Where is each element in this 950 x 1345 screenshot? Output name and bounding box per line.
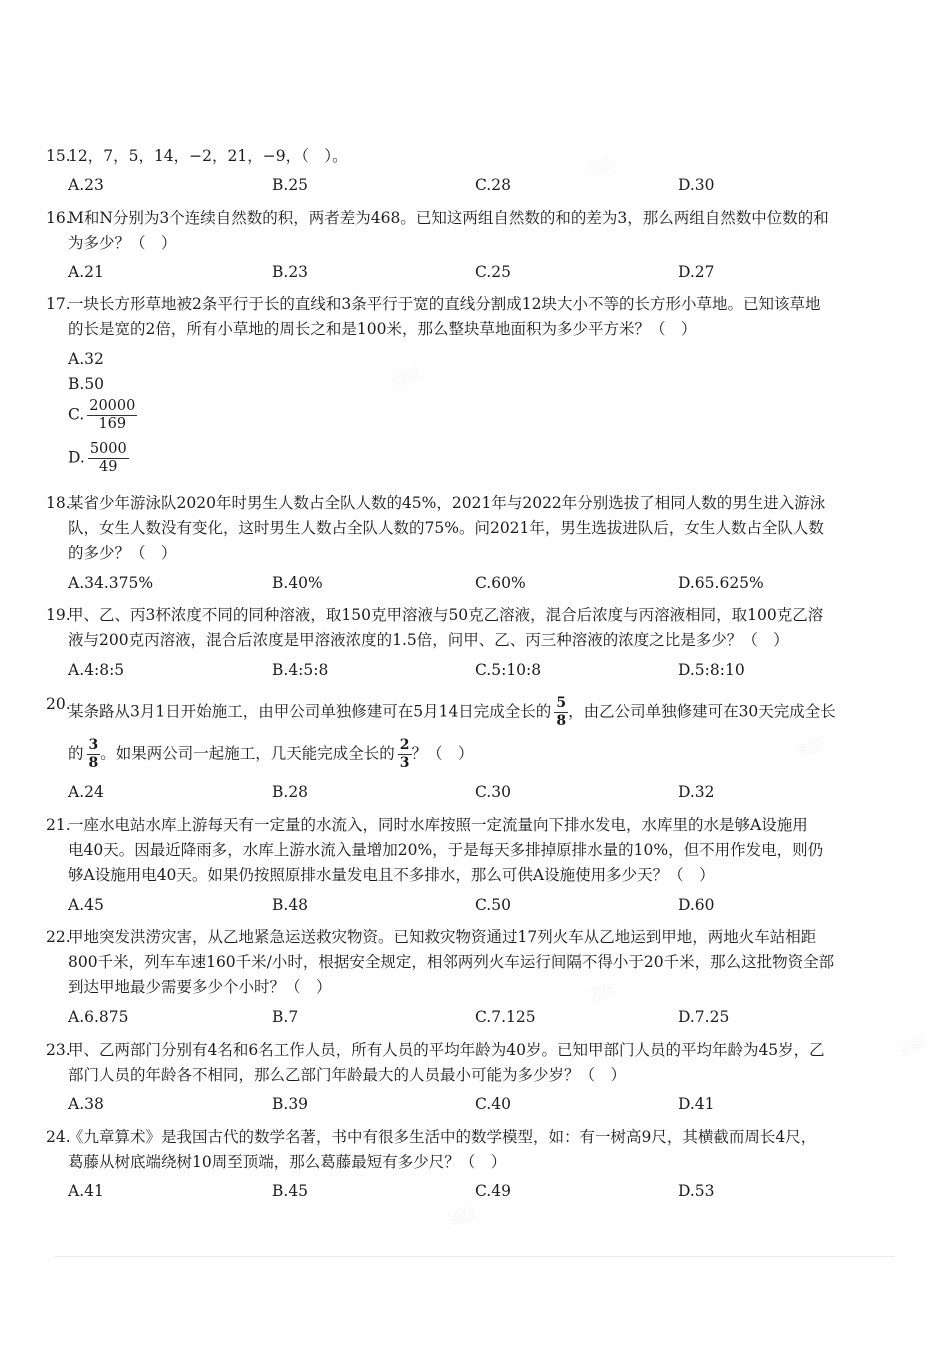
option-d[interactable]: D.41 xyxy=(678,1095,715,1113)
watermark: ░░░ xyxy=(588,980,617,1003)
option-b[interactable]: B.25 xyxy=(272,176,309,194)
question-text-line: 甲地突发洪涝灾害，从乙地紧急运送救灾物资。已知救灾物资通过17列火车从乙地运到甲地，两地火车站相距 xyxy=(68,928,817,946)
options-24 xyxy=(68,1182,868,1206)
option-label: C. xyxy=(68,405,85,424)
question-text: 的 xyxy=(68,744,84,763)
question-text-line xyxy=(68,737,898,772)
question-number: 19. xyxy=(46,606,71,624)
fraction-numerator: 20000 xyxy=(89,398,136,414)
options-18 xyxy=(68,574,868,598)
question-number: 22. xyxy=(46,928,71,946)
option-b[interactable]: B.40% xyxy=(272,574,323,592)
question-text-line: 液与200克丙溶液，混合后浓度是甲溶液浓度的1.5倍，问甲、乙、丙三种溶液的浓度之比是多少？（ ） xyxy=(68,631,789,649)
option-c[interactable]: C.50 xyxy=(475,896,511,914)
option-b[interactable]: B.50 xyxy=(68,375,105,393)
question-text-line: 够A设施用电40天。如果仍按照原排水量发电且不多排水，那么可供A设施使用多少天？（ ） xyxy=(68,866,715,884)
option-b[interactable]: B.39 xyxy=(272,1095,309,1113)
options-15 xyxy=(68,176,868,200)
option-d[interactable]: D.32 xyxy=(678,783,715,801)
question-number: 20. xyxy=(46,695,71,713)
question-15 xyxy=(46,144,888,169)
question-text-line: 的长是宽的2倍，所有小草地的周长之和是100米，那么整块草地面积为多少平方米？（ ） xyxy=(68,320,697,338)
option-label: D. xyxy=(68,448,85,467)
options-21 xyxy=(68,896,868,920)
question-number: 16. xyxy=(46,209,71,227)
option-d[interactable] xyxy=(68,441,129,476)
question-number: 17. xyxy=(46,295,71,313)
question-text-line: 为多少？（ ） xyxy=(68,234,177,252)
option-c[interactable]: C.49 xyxy=(475,1182,511,1200)
option-b[interactable]: B.7 xyxy=(272,1008,299,1026)
option-a[interactable]: A.41 xyxy=(68,1182,104,1200)
question-text-line: M和N分别为3个连续自然数的积，两者差为468。已知这两组自然数的和的差为3，那么两组自然数中位数的和 xyxy=(68,209,829,227)
option-c[interactable]: C.40 xyxy=(475,1095,511,1113)
question-23 xyxy=(46,1038,888,1088)
watermark: ░░░ xyxy=(393,365,422,388)
option-a[interactable]: A.34.375% xyxy=(68,574,154,592)
option-a[interactable]: A.38 xyxy=(68,1095,104,1113)
options-23 xyxy=(68,1095,868,1119)
option-c[interactable]: C.25 xyxy=(475,263,511,281)
options-20 xyxy=(68,783,868,807)
option-d[interactable]: D.65.625% xyxy=(678,574,764,592)
option-b[interactable]: B.45 xyxy=(272,1182,309,1200)
question-17 xyxy=(46,292,888,342)
option-d[interactable]: D.27 xyxy=(678,263,715,281)
fraction-denominator: 8 xyxy=(88,755,99,771)
question-text: 。如果两公司一起施工，几天能完成全长的 xyxy=(100,744,395,763)
fraction-numerator: 3 xyxy=(88,737,99,753)
fraction xyxy=(554,695,568,730)
question-text: 某条路从3月1日开始施工，由甲公司单独修建可在5月14日完成全长的 xyxy=(68,702,552,721)
fraction xyxy=(88,441,129,476)
watermark: ░░░ xyxy=(448,1205,477,1228)
question-22 xyxy=(46,925,888,1000)
option-d[interactable]: D.7.25 xyxy=(678,1008,730,1026)
question-number: 23. xyxy=(46,1041,71,1059)
option-c[interactable]: C.60% xyxy=(475,574,526,592)
option-c[interactable]: C.7.125 xyxy=(475,1008,536,1026)
options-16 xyxy=(68,263,868,287)
option-b[interactable]: B.28 xyxy=(272,783,309,801)
watermark: ░░░ xyxy=(588,155,617,178)
options-22 xyxy=(68,1008,868,1032)
fraction-denominator: 169 xyxy=(98,416,127,432)
fraction xyxy=(398,737,412,772)
option-c[interactable] xyxy=(68,398,137,433)
option-a[interactable]: A.32 xyxy=(68,350,104,368)
question-text-line: 队，女生人数没有变化，这时男生人数占全队人数的75%。问2021年，男生选拔进队后，女生人数占全队人数 xyxy=(68,519,824,537)
question-text-line: 一块长方形草地被2条平行于长的直线和3条平行于宽的直线分割成12块大小不等的长方形小草地。已知该草地 xyxy=(68,295,821,313)
question-text-line: 800千米，列车车速160千米/小时，根据安全规定，相邻两列火车运行间隔不得小于20千米，那么这批物资全部 xyxy=(68,953,835,971)
fraction-numerator: 5000 xyxy=(89,441,127,457)
question-text-line: 一座水电站水库上游每天有一定量的水流入，同时水库按照一定流量向下排水发电，水库里的水是够A设施用 xyxy=(68,816,808,834)
option-a[interactable]: A.4:8:5 xyxy=(68,661,125,679)
question-text-line: 某省少年游泳队2020年时男生人数占全队人数的45%，2021年与2022年分别选拔了相同人数的男生进入游泳 xyxy=(68,494,826,512)
question-text-line: 《九章算术》是我国古代的数学名著，书中有很多生活中的数学模型，如：有一树高9尺，其横截而周长4尺， xyxy=(68,1128,817,1146)
fraction xyxy=(87,398,137,433)
option-d[interactable]: D.5:8:10 xyxy=(678,661,745,679)
fraction-denominator: 49 xyxy=(99,459,118,475)
question-text-line: 甲、乙、丙3杯浓度不同的同种溶液，取150克甲溶液与50克乙溶液，混合后浓度与丙溶液相同，取100克乙溶 xyxy=(68,606,824,624)
fraction xyxy=(87,737,101,772)
option-d[interactable]: D.53 xyxy=(678,1182,715,1200)
question-text-line: 的多少？（ ） xyxy=(68,544,177,562)
option-a[interactable]: A.45 xyxy=(68,896,104,914)
question-number: 18. xyxy=(46,494,71,512)
option-c[interactable]: C.30 xyxy=(475,783,511,801)
fraction-denominator: 3 xyxy=(399,755,410,771)
option-b[interactable]: B.48 xyxy=(272,896,309,914)
question-number: 24. xyxy=(46,1128,71,1146)
options-19 xyxy=(68,661,868,685)
question-number: 15. xyxy=(46,147,71,165)
question-text: ？（ ） xyxy=(411,744,474,763)
fraction-numerator: 5 xyxy=(556,695,567,711)
question-text-line xyxy=(68,695,898,730)
question-21 xyxy=(46,813,888,888)
question-text-line: 到达甲地最少需要多少个小时？（ ） xyxy=(68,978,332,996)
question-number: 21. xyxy=(46,816,71,834)
option-b[interactable]: B.4:5:8 xyxy=(272,661,329,679)
fraction-denominator: 8 xyxy=(556,713,567,729)
question-text-line: 部门人员的年龄各不相同，那么乙部门年龄最大的人员最小可能为多少岁？（ ） xyxy=(68,1066,627,1084)
option-c[interactable]: C.5:10:8 xyxy=(475,661,542,679)
option-a[interactable]: A.21 xyxy=(68,263,104,281)
option-b[interactable]: B.23 xyxy=(272,263,309,281)
watermark: ░░░ xyxy=(898,1035,927,1058)
question-24 xyxy=(46,1125,888,1175)
option-d[interactable]: D.30 xyxy=(678,176,715,194)
question-18 xyxy=(46,491,888,566)
option-a[interactable]: A.23 xyxy=(68,176,104,194)
question-19 xyxy=(46,603,888,653)
question-text-line: 葛藤从树底端绕树10周至顶端，那么葛藤最短有多少尺？（ ） xyxy=(68,1153,507,1171)
fraction-numerator: 2 xyxy=(399,737,410,753)
option-d[interactable]: D.60 xyxy=(678,896,715,914)
option-a[interactable]: A.24 xyxy=(68,783,104,801)
question-text: ，由乙公司单独修建可在30天完成全长 xyxy=(568,702,836,721)
question-text: 12，7，5，14，−2，21，−9，（ ）。 xyxy=(68,147,348,165)
watermark: ░░░ xyxy=(798,735,827,758)
page-divider xyxy=(55,1256,895,1257)
question-text-line: 电40天。因最近降雨多，水库上游水流入量增加20%，于是每天多排掉原排水量的10%，但不用作发电，则仍 xyxy=(68,841,824,859)
question-text-line: 甲、乙两部门分别有4名和6名工作人员，所有人员的平均年龄为40岁。已知甲部门人员的平均年龄为45岁，乙 xyxy=(68,1041,825,1059)
question-16 xyxy=(46,206,888,256)
option-c[interactable]: C.28 xyxy=(475,176,511,194)
option-a[interactable]: A.6.875 xyxy=(68,1008,129,1026)
